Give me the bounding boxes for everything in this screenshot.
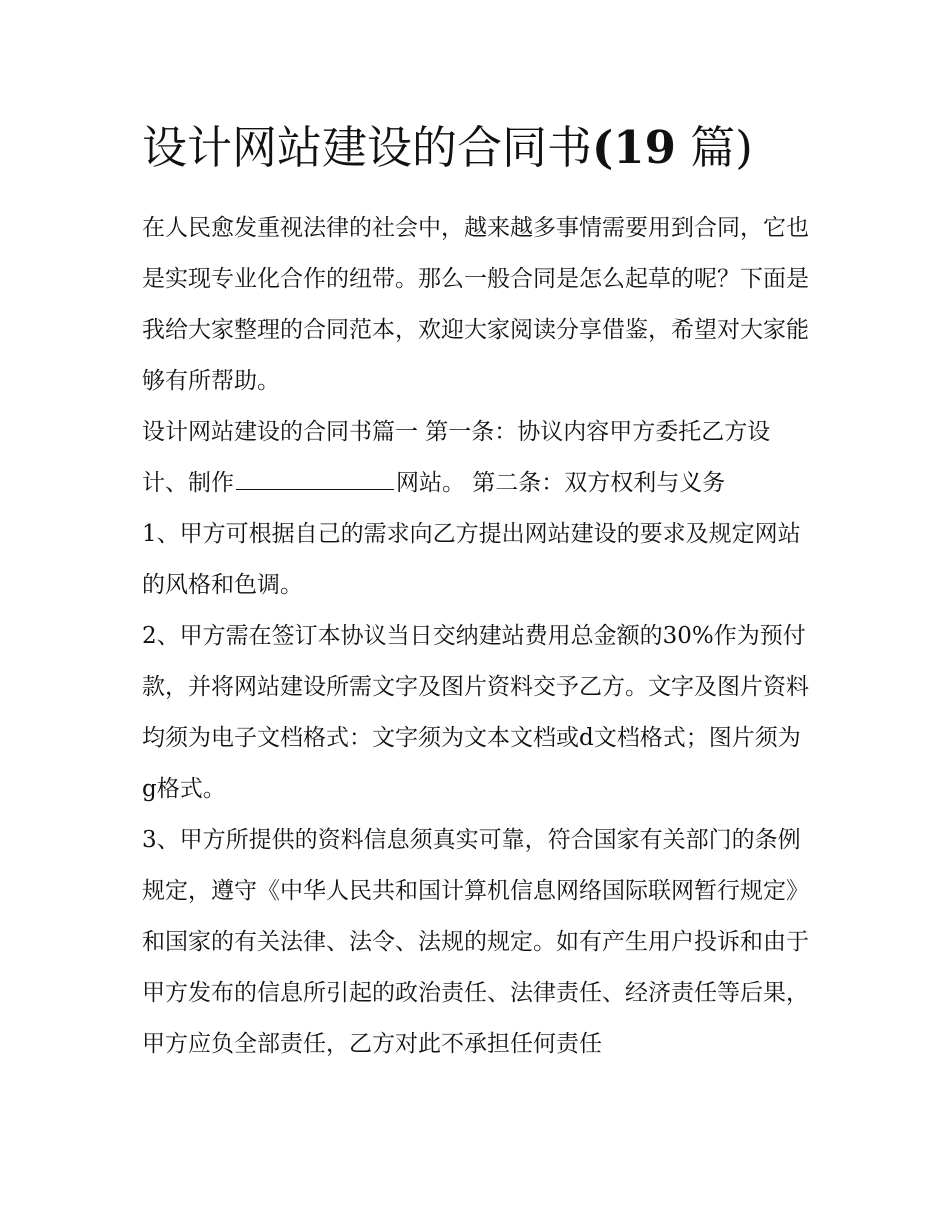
title-unit: 篇) — [690, 121, 753, 174]
clause-1: 1、甲方可根据自己的需求向乙方提出网站建设的要求及规定网站的风格和色调。 — [142, 521, 801, 598]
article-heading-before: 设计网站建设的合同书篇一 第一条：协议内容甲方委托乙方设计、制作 — [142, 419, 771, 496]
document-page — [142, 118, 814, 1070]
article-heading-paragraph — [142, 407, 814, 509]
document-title — [142, 118, 814, 178]
clause-3: 3、甲方所提供的资料信息须真实可靠，符合国家有关部门的条例规定，遵守《中华人民共和国计算机信息网络国际联网暂行规定》和国家的有关法律、法令、法规的规定。如有产生用户投诉和由于甲方发布的信息所引起的政治责任、法律责任、经济责任等后果，甲方应负全部责任，乙方对此不承担任何责任 — [142, 827, 809, 1057]
title-main: 设计网站建设的合同书 — [142, 121, 593, 174]
title-count: (19 — [592, 121, 676, 174]
intro-paragraph: 在人民愈发重视法律的社会中，越来越多事情需要用到合同，它也是实现专业化合作的纽带。那么一般合同是怎么起草的呢？下面是我给大家整理的合同范本，欢迎大家阅读分享借鉴，希望对大家能够有所帮助。 — [142, 215, 809, 394]
fill-in-blank — [236, 469, 394, 490]
article-heading-after: 网站。 第二条：双方权利与义务 — [396, 470, 726, 496]
clause-2: 2、甲方需在签订本协议当日交纳建站费用总金额的30%作为预付款，并将网站建设所需文字及图片资料交予乙方。文字及图片资料均须为电子文档格式：文字须为文本文档或d文档格式；图片须为g格式。 — [142, 623, 809, 802]
